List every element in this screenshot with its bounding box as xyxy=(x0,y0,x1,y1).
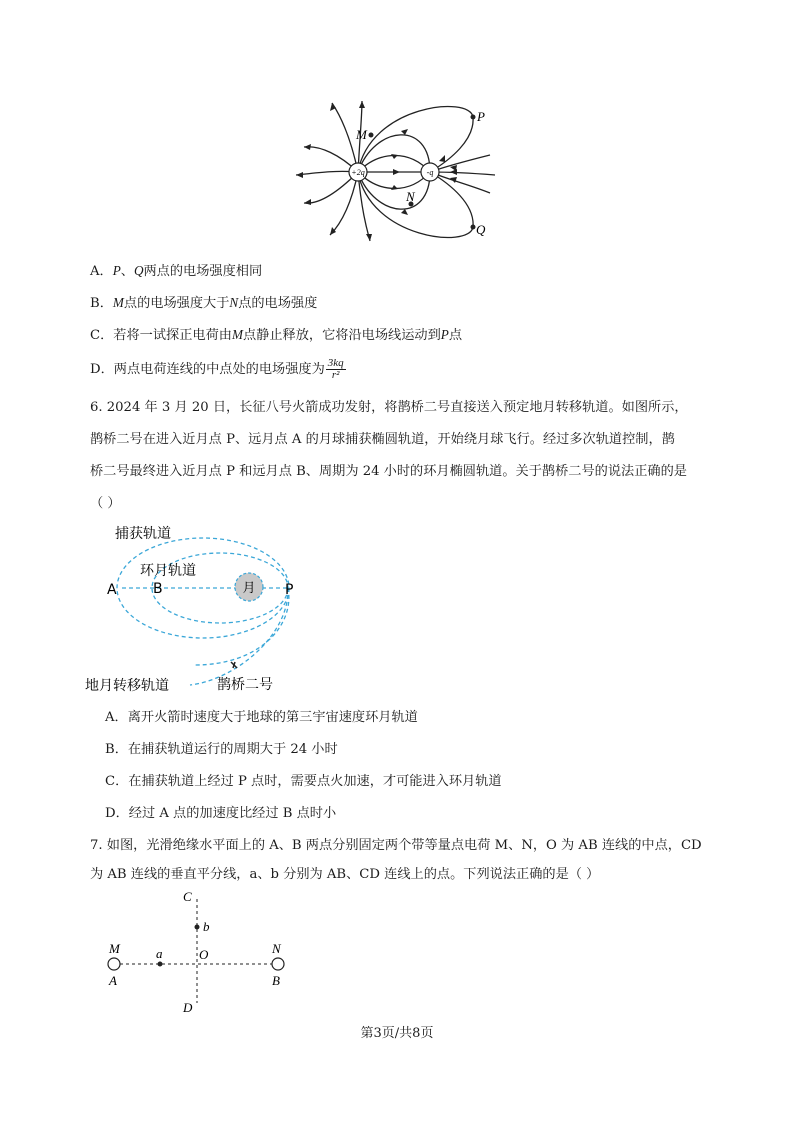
charges-line-figure xyxy=(100,885,300,1020)
charge-m-label: M xyxy=(109,941,120,956)
q5-option-b: B．M点的电场强度大于N点的电场强度 xyxy=(90,295,318,311)
point-m-label: M xyxy=(356,127,367,142)
charge-left-label: +2q xyxy=(351,168,365,177)
q6-option-c: C．在捕获轨道上经过 P 点时，需要点火加速，才可能进入环月轨道 xyxy=(105,774,502,789)
q6-stem-line1: 6. 2024 年 3 月 20 日，长征八号火箭成功发射，将鹊桥二号直接送入预定地月转移轨道。如图所示， xyxy=(90,400,688,415)
point-a-small-label: a xyxy=(156,946,163,961)
q6-stem-line3: 桥二号最终进入近月点 P 和远月点 B、周期为 24 小时的环月椭圆轨道。关于鹊桥二号的说法正确的是 xyxy=(90,464,687,479)
orbit-figure xyxy=(85,515,335,700)
charge-right-label: -q xyxy=(426,168,434,177)
point-p-label: P xyxy=(477,109,485,124)
point-d-label: D xyxy=(183,1000,193,1015)
lunar-orbit-label: 环月轨道 xyxy=(140,563,196,579)
q5-option-c: C．若将一试探正电荷由M点静止释放，它将沿电场线运动到P点 xyxy=(90,327,463,343)
page-footer: 第3页/共8页 xyxy=(360,1026,434,1041)
capture-orbit-label: 捕获轨道 xyxy=(115,526,171,542)
field-fraction: $\frac{3kq}{\text{r²}}$ xyxy=(327,357,344,381)
moon-label: 月 xyxy=(242,581,256,596)
transfer-orbit-label: 地月转移轨道 xyxy=(85,678,169,694)
q5-option-d: D．两点电荷连线的中点处的电场强度为 $\frac{3kq}{\text{r²}}$ xyxy=(90,357,344,381)
q7-stem-line2: 为 AB 连线的垂直平分线，a、b 分别为 AB、CD 连线上的点。下列说法正确的是（ ） xyxy=(90,867,600,882)
charge-n-label: N xyxy=(272,941,281,956)
point-n-label: N xyxy=(406,189,415,204)
q6-option-a: A．离开火箭时速度大于地球的第三宇宙速度环月轨道 xyxy=(105,710,418,725)
point-q-label: Q xyxy=(476,222,486,237)
q7-stem-line1: 7. 如图，光滑绝缘水平面上的 A、B 两点分别固定两个带等量点电荷 M、N，O 为 AB 连线的中点，CD xyxy=(90,838,702,853)
point-b-label: B xyxy=(272,973,280,988)
field-lines-figure xyxy=(290,95,500,245)
point-b-label: B xyxy=(153,581,163,597)
point-p-label: P xyxy=(285,582,294,598)
q5-option-a: A．P、Q两点的电场强度相同 xyxy=(90,263,263,279)
point-c-label: C xyxy=(183,889,192,904)
q6-answer-bracket: （ ） xyxy=(90,496,121,511)
q6-option-d: D．经过 A 点的加速度比经过 B 点时小 xyxy=(105,806,337,821)
point-a-label: A xyxy=(109,973,117,988)
point-b-small-label: b xyxy=(203,919,210,934)
satellite-label: 鹊桥二号 xyxy=(217,677,273,693)
q6-option-b: B．在捕获轨道运行的周期大于 24 小时 xyxy=(105,742,338,757)
point-o-label: O xyxy=(199,947,209,962)
q6-stem-line2: 鹊桥二号在进入近月点 P、远月点 A 的月球捕获椭圆轨道，开始绕月球飞行。经过多次轨道控制，鹊 xyxy=(90,432,675,447)
point-a-label: A xyxy=(107,582,117,598)
